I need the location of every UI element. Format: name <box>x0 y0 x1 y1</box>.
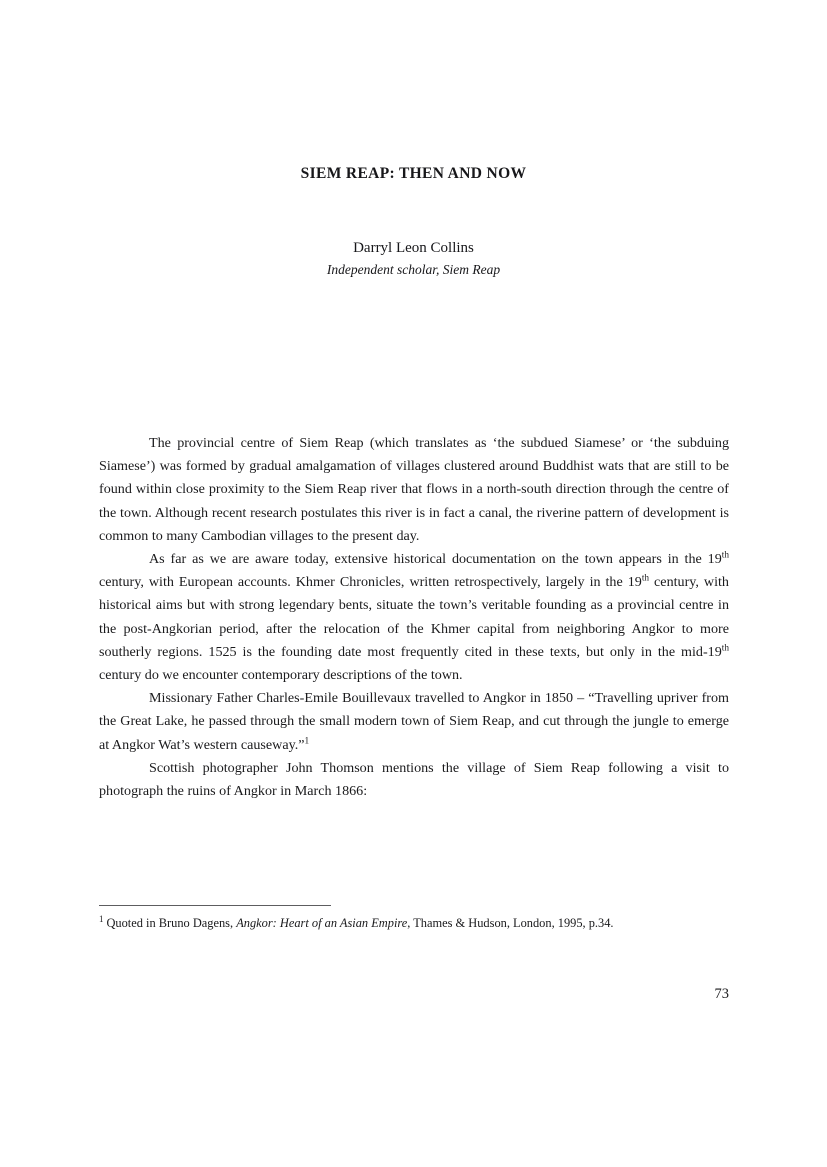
footnote-separator-rule <box>99 905 331 906</box>
paragraph-2-segment-4: century do we encounter contemporary descriptions of the town. <box>99 667 463 684</box>
body-text <box>99 432 729 803</box>
paragraph-1: The provincial centre of Siem Reap (which translates as ‘the subdued Siamese’ or ‘the subduing Siamese’) was formed by gradual amalgamation of villages clustered around Buddhist wats that are still to be found within close proximity to the Siem Reap river that flows in a north-south direction through the centre of the town. Although recent research postulates this river is in fact a canal, the riverine pattern of development is common to many Cambodian villages to the present day. <box>99 435 729 544</box>
footnote-area <box>99 905 729 932</box>
ordinal-superscript-th: th <box>721 643 729 654</box>
paragraph-3 <box>99 687 729 757</box>
footnote-reference-marker[interactable]: 1 <box>304 735 310 746</box>
paragraph-2-segment-2: century, with European accounts. Khmer Chronicles, written retrospectively, largely in the 19 <box>99 574 642 591</box>
ordinal-superscript-th: th <box>641 573 650 584</box>
footnote-text-before-title: Quoted in Bruno Dagens, <box>106 916 237 930</box>
paragraph-2-segment-1: As far as we are aware today, extensive historical documentation on the town appears in the 19 <box>149 551 722 568</box>
author-name: Darryl Leon Collins <box>353 240 474 256</box>
paragraph-2-segment-3: century, with historical aims but with strong legendary bents, situate the town’s veritable founding as a provincial centre in the post-Angkorian period, after the relocation of the Khmer capital from neighboring Angkor to more southerly regions. 1525 is the founding date most frequently cited in these texts, but only in the mid-19 <box>99 574 729 660</box>
footnote-text-after-title: , Thames & Hudson, London, 1995, p.34. <box>407 916 614 930</box>
ordinal-superscript-th: th <box>721 550 729 561</box>
paragraph-3-segment-1: Missionary Father Charles-Emile Bouillevaux travelled to Angkor in 1850 – “Travelling upriver from the Great Lake, he passed through the small modern town of Siem Reap, and cut through the jungle to emerge at Angkor Wat’s western causeway.” <box>99 690 729 753</box>
footnote-1 <box>99 915 729 932</box>
footnote-marker: 1 <box>99 913 104 924</box>
paragraph-4: Scottish photographer John Thomson mentions the village of Siem Reap following a visit to photograph the ruins of Angkor in March 1866: <box>99 759 729 800</box>
footnote-book-title: Angkor: Heart of an Asian Empire <box>236 916 408 930</box>
paragraph-2 <box>99 548 729 687</box>
author-affiliation: Independent scholar, Siem Reap <box>326 262 501 277</box>
page-number: 73 <box>714 986 729 1002</box>
author-block <box>0 238 827 280</box>
page-title: SIEM REAP: THEN AND NOW <box>300 165 527 183</box>
